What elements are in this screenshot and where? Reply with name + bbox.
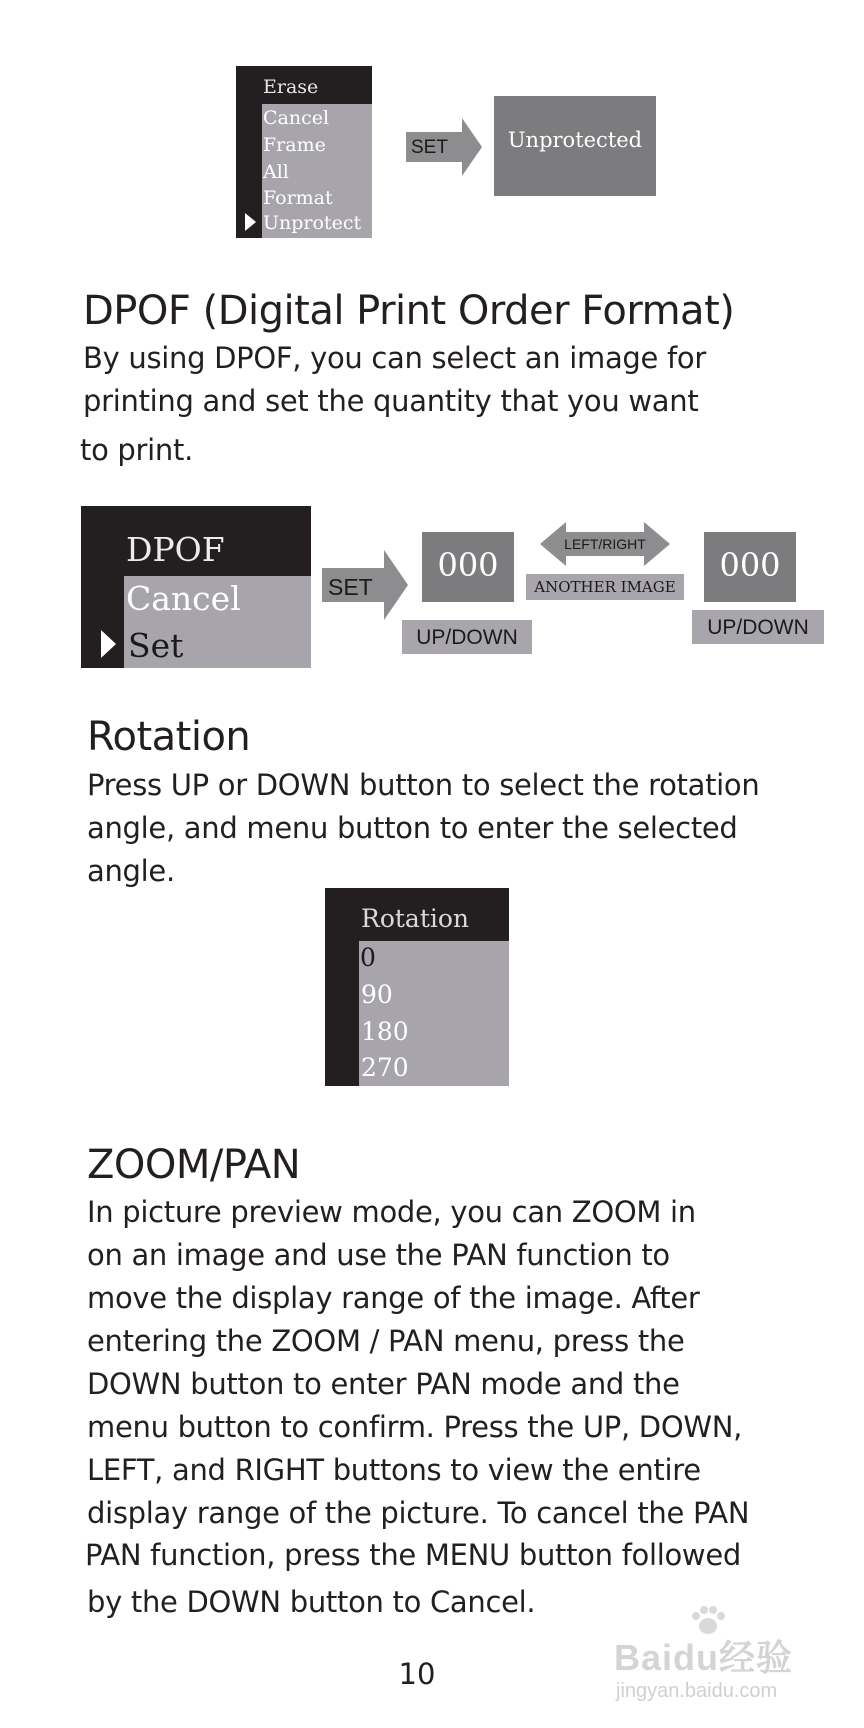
zoom-pan-paragraph-line: menu button to confirm. Press the UP, DOWN, — [87, 1410, 743, 1444]
watermark-url: jingyan.baidu.com — [616, 1680, 778, 1702]
zoom-pan-paragraph-line: DOWN button to enter PAN mode and the — [87, 1367, 680, 1401]
dpof-menu-title: DPOF — [126, 530, 225, 569]
watermark-paw-icon — [690, 1606, 726, 1636]
dpof-set-label: SET — [328, 574, 373, 600]
zoom-pan-paragraph-line: on an image and use the PAN function to — [87, 1238, 670, 1272]
zoom-pan-paragraph-line: entering the ZOOM / PAN menu, press the — [87, 1324, 685, 1358]
zoom-pan-paragraph-line: PAN function, press the MENU button followed — [85, 1538, 741, 1572]
erase-menu-item-cancel[interactable]: Cancel — [263, 107, 330, 129]
zoom-pan-paragraph-line: LEFT, and RIGHT buttons to view the entire — [87, 1453, 701, 1487]
another-image-box — [526, 574, 684, 600]
rotation-option-270[interactable]: 270 — [361, 1053, 409, 1082]
dpof-quantity-left-value: 000 — [437, 546, 499, 584]
dpof-set-arrow — [322, 550, 410, 620]
dpof-paragraph — [80, 337, 706, 472]
rotation-option-0[interactable]: 0 — [360, 943, 376, 972]
erase-menu-item-unprotect[interactable]: Unprotect — [263, 212, 362, 234]
zoom-pan-paragraph-line: display range of the picture. To cancel the PAN — [87, 1496, 750, 1530]
unprotected-result-label: Unprotected — [507, 128, 643, 152]
erase-menu — [236, 66, 372, 238]
dpof-updown-left — [402, 620, 532, 654]
unprotected-result-box — [494, 96, 656, 196]
rotation-menu — [325, 888, 509, 1086]
rotation-paragraph-line: angle, and menu button to enter the selected — [87, 811, 738, 845]
zoom-pan-paragraph-line: by the DOWN button to Cancel. — [87, 1585, 536, 1619]
erase-menu-item-format[interactable]: Format — [263, 187, 333, 209]
dpof-updown-right-label: UP/DOWN — [707, 616, 809, 639]
erase-menu-item-all[interactable]: All — [263, 161, 289, 183]
rotation-option-180[interactable]: 180 — [361, 1017, 409, 1046]
dpof-menu-item-set[interactable]: Set — [128, 626, 184, 665]
rotation-paragraph-line: Press UP or DOWN button to select the rotation — [87, 768, 760, 802]
rotation-paragraph — [87, 764, 759, 893]
zoom-pan-paragraph-line: In picture preview mode, you can ZOOM in — [87, 1195, 696, 1229]
dpof-updown-right — [692, 610, 824, 644]
dpof-quantity-right — [704, 532, 796, 602]
rotation-paragraph-line: angle. — [87, 854, 175, 888]
dpof-quantity-right-value: 000 — [719, 546, 781, 584]
selection-pointer-icon — [245, 213, 256, 231]
watermark-brand: Baidu经验 — [614, 1637, 794, 1678]
erase-set-label: SET — [411, 137, 448, 158]
rotation-option-90[interactable]: 90 — [361, 980, 393, 1009]
dpof-paragraph-line: printing and set the quantity that you want — [83, 384, 699, 418]
erase-menu-item-frame[interactable]: Frame — [263, 134, 326, 156]
erase-menu-title: Erase — [263, 76, 319, 98]
dpof-updown-left-label: UP/DOWN — [416, 626, 518, 649]
dpof-paragraph-line: By using DPOF, you can select an image for — [83, 341, 706, 375]
left-right-label: LEFT/RIGHT — [564, 536, 646, 552]
dpof-heading: DPOF (Digital Print Order Format) — [83, 288, 735, 334]
dpof-paragraph-line: to print. — [80, 433, 193, 467]
rotation-heading: Rotation — [87, 714, 251, 760]
another-image-label: ANOTHER IMAGE — [534, 578, 676, 596]
selection-pointer-icon — [101, 630, 116, 658]
zoom-pan-paragraph — [87, 1191, 749, 1624]
dpof-menu — [81, 506, 311, 668]
dpof-menu-item-cancel[interactable]: Cancel — [126, 579, 241, 618]
rotation-menu-title: Rotation — [361, 904, 470, 933]
zoom-pan-heading: ZOOM/PAN — [87, 1142, 301, 1188]
zoom-pan-paragraph-line: move the display range of the image. After — [87, 1281, 700, 1315]
erase-set-arrow — [406, 118, 482, 176]
dpof-quantity-left — [422, 532, 514, 602]
page-number: 10 — [398, 1657, 436, 1691]
